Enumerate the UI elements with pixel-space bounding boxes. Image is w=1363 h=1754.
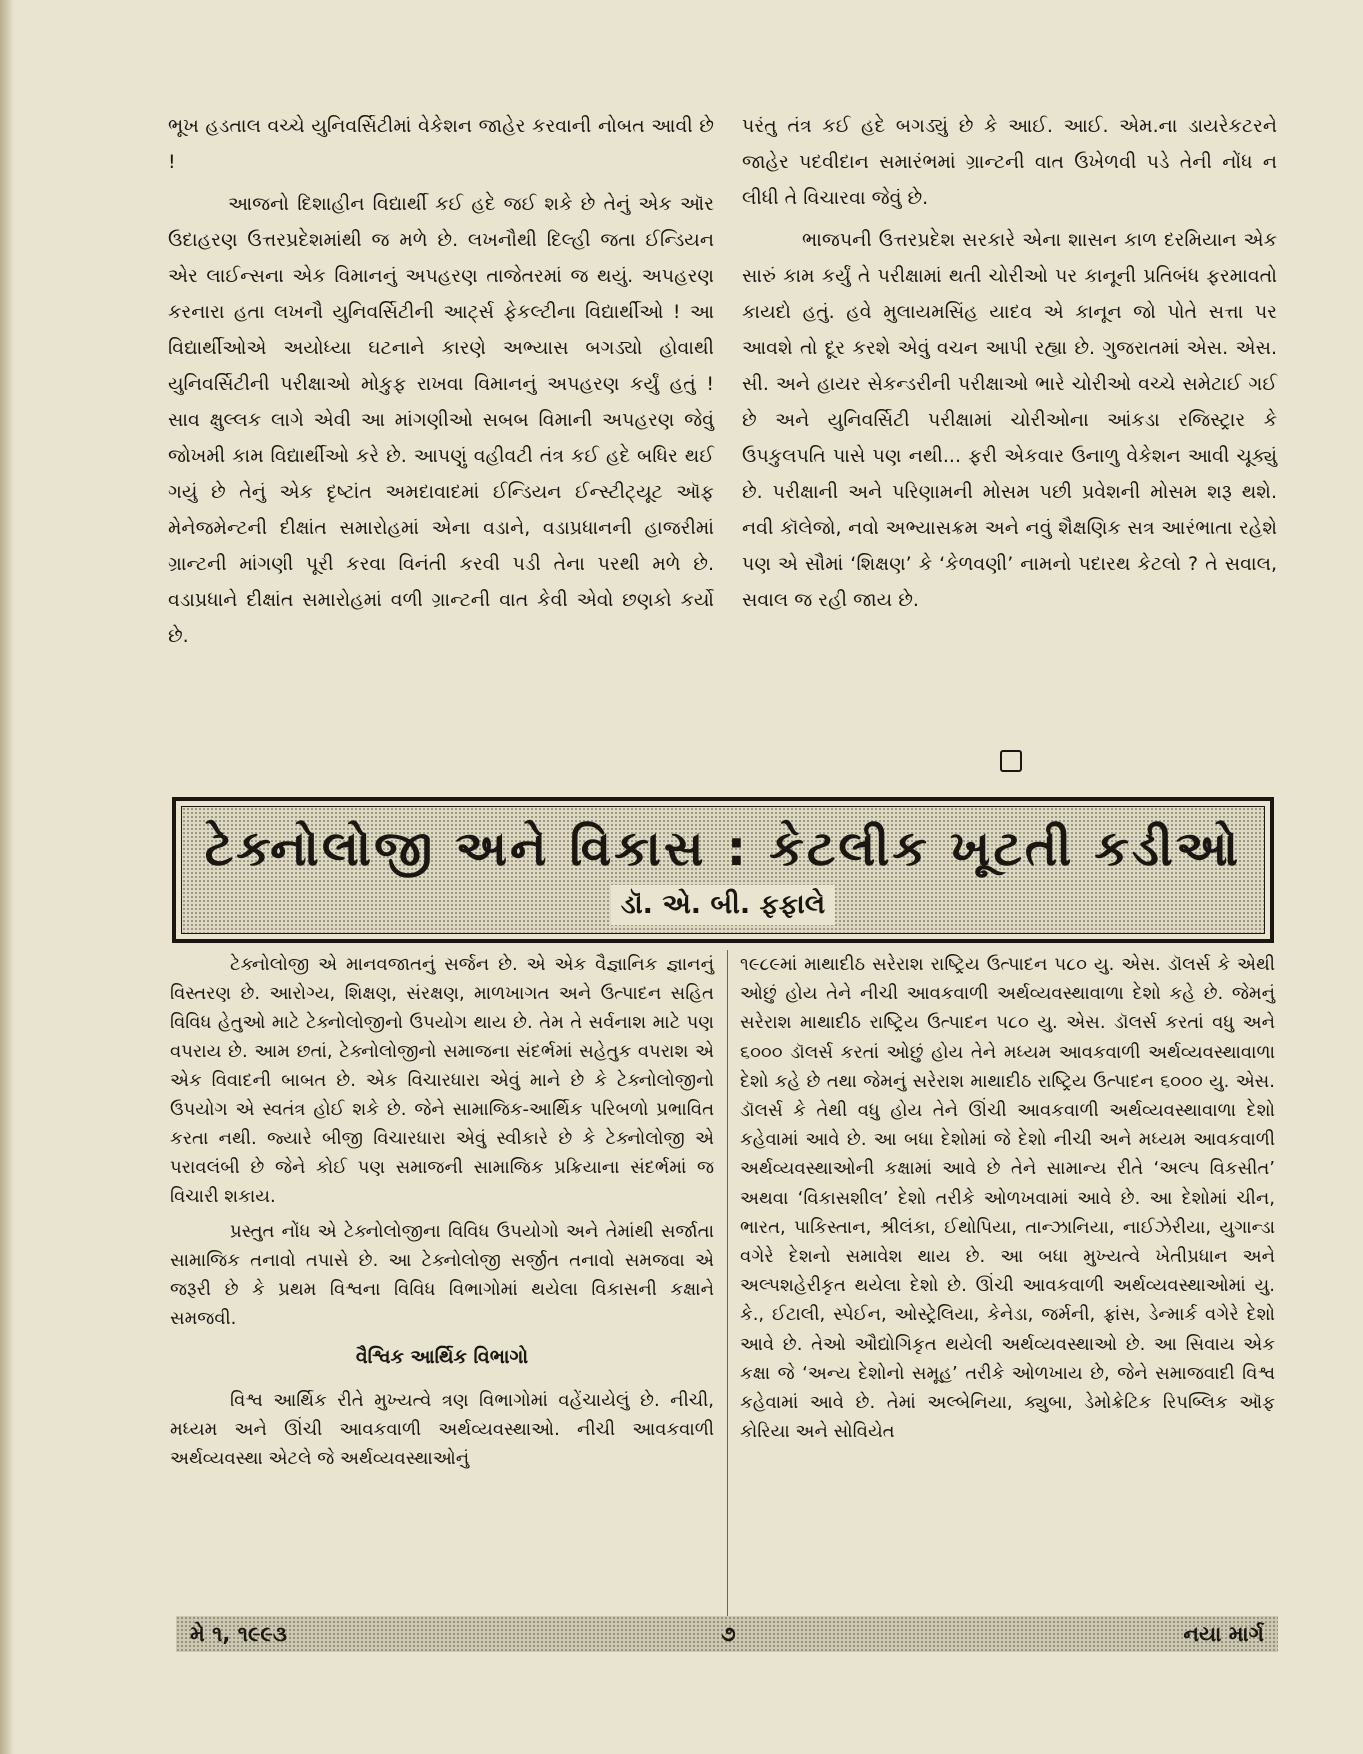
article-paragraph-1: ટેક્નોલોજી એ માનવજાતનું સર્જન છે. એ એક વૈજ્ઞાનિક જ્ઞાનનું વિસ્તરણ છે. આરોગ્ય, શિક્ષણ, સંરક્ષણ, માળખાગત અને ઉત્પાદન સહિત વિવિધ હેતુઓ માટે ટેક્નોલોજીનો ઉપયોગ થાય છે. તેમ તે સર્વનાશ માટે પણ વપરાય છે. આમ છતાં, ટેક્નોલોજીનો સમાજના સંદર્ભમાં સહેતુક વપરાશ એ એક વિવાદની બાબત છે. એક વિચારધારા એવું માને છે કે ટેક્નોલોજીનો ઉપયોગ એ સ્વતંત્ર હોઈ શકે છે. જેને સામાજિક-આર્થિક પરિબળો પ્રભાવિત કરતા નથી. જ્યારે બીજી વિચારધારા એવું સ્વીકારે છે કે ટેક્નોલોજી એ પરાવલંબી છે જેને કોઈ પણ સમાજની સામાજિક પ્રક્રિયાના સંદર્ભમાં જ વિચારી શકાય. (170, 954, 714, 1207)
column-divider (727, 950, 728, 1620)
section-subheading: વૈશ્વિક આર્થિક વિભાગો (355, 1346, 529, 1368)
article-left-column (170, 950, 714, 1479)
top-right-column (742, 108, 1277, 624)
article-paragraph-3: વિશ્વ આર્થિક રીતે મુખ્યત્વે ત્રણ વિભાગોમાં વહેંચાયેલું છે. નીચી, મધ્યમ અને ઊંચી આવકવાળી અર્થવ્યવસ્થાઓ. નીચી આવકવાળી અર્થવ્યવસ્થા એટલે જે અર્થવ્યવસ્થાઓનું (170, 1390, 714, 1469)
article-paragraph-2: પ્રસ્તુત નોંધ એ ટેક્નોલોજીના વિવિધ ઉપયોગો અને તેમાંથી સર્જાતા સામાજિક તનાવો તપાસે છે. આ ટેક્નોલોજી સર્જીત તનાવો સમજવા એ જરૂરી છે કે પ્રથમ વિશ્વના વિવિધ વિભાગોમાં થયેલા વિકાસની કક્ષાને સમજવી. (170, 1221, 714, 1329)
article-title-inner (181, 806, 1265, 934)
top-left-paragraph-2: આજનો દિશાહીન વિદ્યાર્થી કઈ હદે જઈ શકે છે તેનું એક ઑર ઉદાહરણ ઉત્તરપ્રદેશમાંથી જ મળે છે. લખનૌથી દિલ્હી જતા ઈન્ડિયન એર લાઈન્સના એક વિમાનનું અપહરણ તાજેતરમાં જ થયું. અપહરણ કરનારા હતા લખનૌ યુનિવર્સિટીની આર્ટ્સ ફેકલ્ટીના વિદ્યાર્થીઓ ! આ વિદ્યાર્થીઓએ અયોધ્યા ઘટનાને કારણે અભ્યાસ બગડ્યો હોવાથી યુનિવર્સિટીની પરીક્ષાઓ મોકુફ રાખવા વિમાનનું અપહરણ કર્યું હતું ! સાવ ક્ષુલ્લક લાગે એવી આ માંગણીઓ સબબ વિમાની અપહરણ જેવું જોખમી કામ વિદ્યાર્થીઓ કરે છે. આપણું વહીવટી તંત્ર કઈ હદે બધિર થઈ ગયું છે તેનું એક દૃષ્ટાંત અમદાવાદમાં ઈન્ડિયન ઈન્સ્ટીટ્યૂટ ઑફ મેનેજમેન્ટની દીક્ષાંત સમારોહમાં એના વડાને, વડાપ્રધાનની હાજરીમાં ગ્રાન્ટની માંગણી પૂરી કરવા વિનંતી કરવી પડી તેના પરથી મળે છે. વડાપ્રધાને દીક્ષાંત સમારોહમાં વળી ગ્રાન્ટની વાત કેવી એવો છણકો કર્યો છે. (168, 193, 714, 647)
end-of-article-square-icon (1000, 750, 1022, 772)
top-right-paragraph-2: ભાજપની ઉત્તરપ્રદેશ સરકારે એના શાસન કાળ દરમિયાન એક સારું કામ કર્યું તે પરીક્ષામાં થતી ચોરીઓ પર કાનૂની પ્રતિબંધ ફરમાવતો કાયદો હતું. હવે મુલાયમસિંહ યાદવ એ કાનૂન જો પોતે સત્તા પર આવશે તો દૂર કરશે એવું વચન આપી રહ્યા છે. ગુજરાતમાં એસ. એસ. સી. અને હાયર સેકન્ડરીની પરીક્ષાઓ ભારે ચોરીઓ વચ્ચે સમેટાઈ ગઈ છે અને યુનિવર્સિટી પરીક્ષામાં ચોરીઓના આંકડા રજિસ્ટ્રાર કે ઉપકુલપતિ પાસે પણ નથી... ફરી એકવાર ઉનાળુ વેકેશન આવી ચૂક્યું છે. પરીક્ષાની અને પરિણામની મોસમ પછી પ્રવેશની મોસમ શરૂ થશે. નવી કૉલેજો, નવો અભ્યાસક્રમ અને નવું શૈક્ષણિક સત્ર આરંભાતા રહેશે પણ એ સૌમાં ‘શિક્ષણ’ કે ‘કેળવણી’ નામનો પદારથ કેટલો ? તે સવાલ, સવાલ જ રહી જાય છે. (742, 229, 1277, 611)
article-title-box (172, 797, 1274, 943)
footer-magazine-name: નયા માર્ગ (1183, 1622, 1264, 1646)
page-footer (176, 1616, 1278, 1652)
top-right-paragraph-1: પરંતુ તંત્ર કઈ હદે બગડ્યું છે કે આઈ. આઈ. એમ.ના ડાયરેકટરને જાહેર પદવીદાન સમારંભમાં ગ્રાન્ટની વાત ઉખેળવી પડે તેની નોંધ ન લીધી તે વિચારવા જેવું છે. (742, 115, 1277, 209)
top-left-column (168, 108, 714, 660)
page-edge-shadow (0, 0, 14, 1754)
footer-page-number: ૭ (721, 1622, 736, 1646)
footer-date: મે ૧, ૧૯૯૩ (190, 1622, 287, 1646)
article-right-column (740, 950, 1275, 1452)
article-author: ડૉ. એ. બી. ફફાલે (611, 885, 835, 925)
article-title: ટેક્નોલોજી અને વિકાસ : કેટલીક ખૂટતી કડીઓ (204, 820, 1242, 877)
top-left-paragraph-1: ભૂખ હડતાલ વચ્ચે યુનિવર્સિટીમાં વેકેશન જાહેર કરવાની નોબત આવી છે ! (168, 115, 714, 173)
article-paragraph-4: ૧૯૮૯માં માથાદીઠ સરેરાશ રાષ્ટ્રિય ઉત્પાદન ૫૮૦ યુ. એસ. ડૉલર્સ કે એથી ઓછું હોય તેને નીચી આવકવાળી અર્થવ્યવસ્થાવાળા દેશો કહે છે. જેમનું સરેરાશ માથાદીઠ રાષ્ટ્રિય ઉત્પાદન ૫૮૦ યુ. એસ. ડૉલર્સ કરતાં વધુ અને ૬૦૦૦ ડૉલર્સ કરતાં ઓછું હોય તેને મધ્યમ આવકવાળી અર્થવ્યવસ્થાવાળા દેશો કહે છે તથા જેમનું સરેરાશ માથાદીઠ રાષ્ટ્રિય ઉત્પાદન ૬૦૦૦ યુ. એસ. ડૉલર્સ કે તેથી વધુ હોય તેને ઊંચી આવકવાળી અર્થવ્યવસ્થાવાળા દેશો કહેવામાં આવે છે. આ બધા દેશોમાં જે દેશો નીચી અને મધ્યમ આવકવાળી અર્થવ્યવસ્થાઓની કક્ષામાં આવે છે તેને સામાન્ય રીતે ‘અલ્પ વિકસીત’ અથવા ‘વિકાસશીલ’ દેશો તરીકે ઓળખવામાં આવે છે. આ દેશોમાં ચીન, ભારત, પાકિસ્તાન, શ્રીલંકા, ઈથોપિયા, તાન્ઝાનિયા, નાઈઝેરીયા, યુગાન્ડા વગેરે દેશનો સમાવેશ થાય છે. આ બધા મુખ્યત્વે ખેતીપ્રધાન અને અલ્પશહેરીકૃત થયેલા દેશો છે. ઊંચી આવકવાળી અર્થવ્યવસ્થાઓમાં યુ. કે., ઈટાલી, સ્પેઈન, ઓસ્ટ્રેલિયા, કેનેડા, જર્મની, ફ્રાંસ, ડેન્માર્ક વગેરે દેશો આવે છે. તેઓ ઔદ્યોગિકૃત થયેલી અર્થવ્યવસ્થાઓ છે. આ સિવાય એક કક્ષા જે ‘અન્ય દેશોનો સમૂહ’ તરીકે ઓળખાય છે, જેને સમાજવાદી વિશ્વ કહેવામાં આવે છે. તેમાં અલ્બેનિયા, ક્યુબા, ડેમોક્રેટિક રિપબ્લિક ઑફ કોરિયા અને સોવિયેત (740, 954, 1275, 1443)
